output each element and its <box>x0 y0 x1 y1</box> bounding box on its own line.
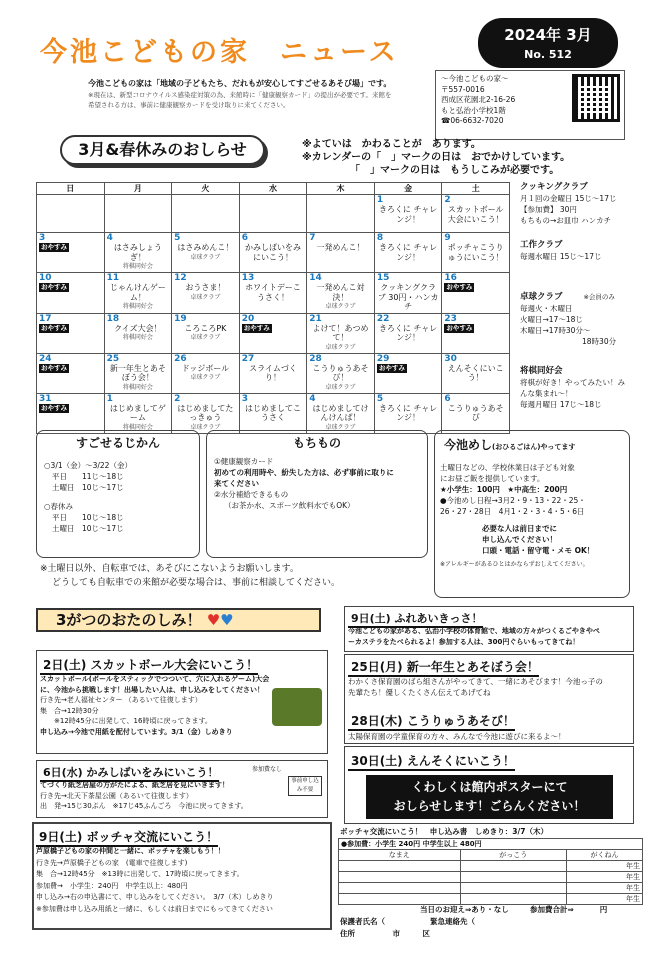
qr-code-icon <box>572 74 620 122</box>
day-number: 29 <box>376 353 390 364</box>
club-tag: 将棋同好会 <box>122 263 153 270</box>
day-event: スライムづくり！ <box>249 363 297 382</box>
form-col: がくねん <box>566 850 642 861</box>
day-event: じゃんけんゲーム！ <box>109 283 166 302</box>
lunch-line: にお昼ご飯を提供しています。 <box>440 474 545 483</box>
event-28-title: 28日(木) こうりゅうあそび！ <box>348 712 515 731</box>
club-shogi <box>520 366 655 410</box>
day-number: 1 <box>376 195 384 205</box>
poster-line: くわしくは館内ポスターにて <box>411 780 568 794</box>
club-tag: 将棋同好会 <box>122 423 153 431</box>
event-line: 出 発→15じ30ぷん ※17じ45ふんごろ 今池に戻ってきます。 <box>40 802 248 810</box>
day-event: スカットボール大会にいこう！ <box>447 205 504 224</box>
day-event: 一発めんこ対決！ <box>316 283 365 302</box>
day-number: 14 <box>309 273 322 283</box>
form-address[interactable]: 住所 市 区 <box>340 929 430 938</box>
event-line: スカットボール(ボールをスティックでつついて、穴に入れるゲーム)大会に、今池から挑戦します！出場したい人は、申し込みをしてください！ <box>40 675 270 694</box>
day-event: はじめましてけんけんぱ！ <box>312 403 369 422</box>
hours-line: 平日 10じ～18じ <box>52 513 124 522</box>
event-9b-title: 9日(土) ふれあいきっさ！ <box>348 610 483 628</box>
day-number: 19 <box>174 313 187 324</box>
poster-line: おしらせします！ごらんください！ <box>393 799 586 813</box>
event-30-title: 30日(土) えんそくにいこう！ <box>348 752 515 771</box>
day-event: 一発めんこ！ <box>316 243 365 252</box>
calendar-day <box>104 313 172 353</box>
calendar-day <box>239 393 307 433</box>
lunch-line: 申し込んでください！ <box>482 535 557 544</box>
club-detail: 将棋が好き！やってみたい！み <box>520 378 625 387</box>
form-grade-field[interactable]: 年生 <box>566 894 642 905</box>
day-number: 31 <box>39 393 52 404</box>
hours-period: ○3/1（金）～3/22（金） <box>44 461 132 470</box>
day-event: 新一年生とあそぼう会！ <box>109 363 166 382</box>
calendar-day <box>442 233 510 273</box>
form-name-field[interactable] <box>339 883 461 894</box>
day-number: 22 <box>376 313 390 324</box>
notice-line: ※カレンダーの「 」マークの日は おでかけしています。 <box>302 152 571 163</box>
belongings-line: 来てください <box>214 479 259 488</box>
event-line: ーカステラをたべられるよ！参加する人は、300円ぐらいもってきてね！ <box>348 637 580 646</box>
heart-icon: ♥ <box>220 611 234 629</box>
calendar-day <box>374 273 442 314</box>
calendar-day <box>37 273 105 314</box>
lunch-line: 口頭・電話・留守電・メモ OK！ <box>482 546 595 555</box>
weekday-header: 木 <box>307 183 375 195</box>
form-yen: 円 <box>599 905 608 914</box>
event-28-text: 太陽保育園の学童保育の方々、みんなで今池に遊びに来るよ～！ <box>348 732 566 741</box>
club-craft <box>520 240 655 262</box>
section-title: 3月&春休みのおしらせ <box>60 135 265 165</box>
form-col: がっこう <box>460 850 566 861</box>
day-number: 3 <box>241 393 248 404</box>
day-number: 24 <box>39 353 52 364</box>
event-2-title: 2日(土) スカットボール大会にいこう！ <box>40 656 258 675</box>
lunch-line: 26・27・28日 4月1・2・3・4・5・6日 <box>440 507 585 516</box>
bike-line: ※土曜日以外、自転車では、あそびにこないようお願いします。 <box>40 564 299 574</box>
closed-badge: おやすみ <box>41 243 67 251</box>
calendar-day <box>374 393 442 433</box>
event-line: てづくり紙芝居屋の方がたによる、紙芝居を見にいきます！ <box>40 781 229 789</box>
event-line: 集 合→12時30分 <box>40 706 99 715</box>
bike-line: どうしても自転車での来館が必要な場合は、事前に相談してください。 <box>52 578 341 588</box>
form-name-field[interactable] <box>339 894 461 905</box>
skatball-image-icon <box>272 688 322 726</box>
day-number: 16 <box>444 273 457 283</box>
calendar-day <box>37 233 105 273</box>
calendar-day <box>104 195 172 233</box>
club-name: クッキングクラブ <box>520 182 588 192</box>
day-event: こうりゅうあそび <box>447 403 504 422</box>
bike-notice <box>40 562 340 590</box>
day-number: 12 <box>174 273 187 283</box>
day-event: クッキングクラブ 30円・ハンカチ <box>377 283 439 311</box>
lunch-line: ※アレルギーがあるひとはかならずおしえてください。 <box>440 561 589 568</box>
day-number: 25 <box>106 353 120 364</box>
lunch-text <box>440 462 628 570</box>
event-2-text <box>40 674 270 737</box>
event-9b-text <box>348 626 630 647</box>
club-name: 卓球クラブ <box>520 292 563 302</box>
belongings-title: もちもの <box>292 436 341 450</box>
form-name-field[interactable] <box>339 861 461 872</box>
day-number: 17 <box>39 313 52 324</box>
intro-text <box>88 78 428 110</box>
notice-line: ※よていは かわることが あります。 <box>302 139 481 150</box>
lunch-title-main: 今池めし <box>444 438 493 452</box>
weekday-header: 土 <box>442 183 510 195</box>
calendar-day <box>239 273 307 314</box>
form-emergency[interactable]: 緊急連絡先（ <box>430 917 475 926</box>
day-number: 23 <box>444 313 457 324</box>
banner-text: 3がつのおたのしみ！ <box>56 611 202 629</box>
form-total-label: 参加費合計⇒ <box>530 905 574 914</box>
day-event: はさみしょうぎ！ <box>113 243 162 262</box>
closed-badge: おやすみ <box>41 323 67 332</box>
belongings-line: ①健康観察カード <box>214 457 274 466</box>
hours-line: 土曜日 10じ～17じ <box>52 483 124 492</box>
club-detail: 火曜日→17～18じ <box>520 315 583 324</box>
day-number: 21 <box>309 313 322 324</box>
calendar-day <box>374 195 442 233</box>
intro-note: 希望される方は、事前に健康観察カードを受け取りに来てください。 <box>88 101 290 109</box>
weekday-header: 金 <box>374 183 442 195</box>
event-9-text <box>36 846 328 915</box>
event-line: 行き先→芦原橋子どもの家 (電車で往復します) <box>36 858 188 867</box>
club-detail: 木曜日→17時30分～ <box>520 326 591 335</box>
calendar-day <box>307 273 375 314</box>
club-note: ※会員のみ <box>583 293 615 301</box>
poster-notice <box>366 775 613 819</box>
club-tag: 将棋同好会 <box>122 334 153 341</box>
form-fee: ●参加費：小学生 240円 中学生以上 480円 <box>339 839 643 850</box>
form-school-field[interactable] <box>460 861 566 872</box>
calendar-day <box>37 313 105 353</box>
day-number: 11 <box>106 273 120 283</box>
day-event: はさみめんこ！ <box>177 243 234 252</box>
hours-title: すごせるじかん <box>75 436 160 450</box>
calendar-day <box>307 393 375 433</box>
event-line: ※参加費は申し込み用紙と一緒に、もしくは前日までにもってきてください <box>36 904 273 913</box>
club-name: 工作クラブ <box>520 240 563 250</box>
issue-number: No. 512 <box>524 48 572 61</box>
day-event: きろくに チャレンジ！ <box>378 205 438 224</box>
day-event: きろくに チャレンジ！ <box>378 243 438 262</box>
event-line: 行き先→老人福祉センター （あるいて往復します） <box>40 696 202 704</box>
closed-badge: おやすみ <box>446 283 473 291</box>
no-signup-stamp: 事前申し込み不要 <box>288 776 322 796</box>
day-number: 10 <box>39 273 52 283</box>
form-school-field[interactable] <box>460 883 566 894</box>
weekday-header: 水 <box>239 183 307 195</box>
calendar-day <box>442 313 510 353</box>
calendar-day <box>239 233 307 273</box>
event-6-note: 参加費なし <box>252 766 283 773</box>
day-event: おうさま！ <box>185 283 226 292</box>
calendar-day <box>307 313 375 353</box>
day-number: 2 <box>174 393 181 404</box>
lunch-line: 土曜日などの、学校休業日は子ども対象 <box>440 463 575 472</box>
closed-badge: おやすみ <box>446 323 473 332</box>
issue-date: 2024年 3月 <box>504 26 592 44</box>
belongings-line: ②水分補給できるもの <box>214 490 289 499</box>
day-number: 28 <box>309 353 322 364</box>
club-tag: 卓球クラブ <box>190 374 221 381</box>
address-zip: 〒557-0016 <box>441 84 485 94</box>
event-line: ※12時45分に出発して、16時頃に戻ってきます。 <box>54 717 212 725</box>
form-title: ボッチャ交流にいこう！ 申し込み書 しめきり：3/7（木） <box>340 827 548 836</box>
day-event: きろくに チャレンジ！ <box>378 403 438 422</box>
calendar-day <box>442 195 510 233</box>
day-event: ドッジボール <box>181 363 230 373</box>
form-school-field[interactable] <box>460 872 566 883</box>
form-guardian[interactable]: 保護者氏名（ <box>340 917 385 926</box>
day-event: クイズ大会！ <box>114 323 162 333</box>
club-tag: 将棋同好会 <box>122 303 153 310</box>
hours-line: 平日 11じ～18じ <box>52 472 124 481</box>
event-line: 先輩たち！優しくたくさん伝えてあげてね <box>348 688 491 697</box>
event-line: 集 合→12時45分 ※13時に出発して、17時頃に戻ってきます。 <box>36 870 244 878</box>
event-25-text <box>348 676 630 698</box>
calendar-day <box>104 273 172 314</box>
day-number: 3 <box>39 233 46 243</box>
club-tag: 卓球クラブ <box>325 423 356 431</box>
day-event: ポッチャこうりゅうにいこう！ <box>447 243 504 262</box>
day-number: 4 <box>309 393 316 404</box>
calendar-day <box>442 273 510 314</box>
signup-form <box>338 838 643 905</box>
form-grade-field[interactable]: 年生 <box>566 883 642 894</box>
event-line: 参加費→ 小学生：240円 中学生以上：480円 <box>36 881 188 890</box>
calendar-day <box>172 273 240 314</box>
club-pingpong <box>520 292 655 347</box>
club-cooking <box>520 182 655 226</box>
day-number: 2 <box>444 195 451 205</box>
calendar-day <box>37 353 105 393</box>
calendar <box>36 182 510 434</box>
day-event: はじめましてこうさく <box>244 403 301 422</box>
calendar-day <box>172 233 240 273</box>
calendar-day <box>307 233 375 273</box>
belongings-line: 初めての利用時や、紛失した方は、必ず事前に取りに <box>214 468 394 477</box>
calendar-day <box>104 353 172 393</box>
form-school-field[interactable] <box>460 894 566 905</box>
club-detail: 18時30分 <box>582 337 617 346</box>
day-number: 6 <box>444 393 451 404</box>
calendar-day <box>442 353 510 393</box>
day-event: ころころPK <box>184 323 227 333</box>
day-event: えんそくにいこう！ <box>447 363 504 382</box>
address-line: もと弘治小学校1階 <box>441 105 506 115</box>
club-tag: 卓球クラブ <box>190 423 221 431</box>
form-total[interactable] <box>530 904 607 915</box>
calendar-day <box>374 313 442 353</box>
calendar-day <box>239 353 307 393</box>
hours-text <box>44 460 132 534</box>
club-tag: 卓球クラブ <box>190 334 221 341</box>
form-name-field[interactable] <box>339 872 461 883</box>
calendar-day <box>37 195 105 233</box>
club-name: 将棋同好会 <box>520 366 563 376</box>
event-line: わかくさ保育園のばら組さんがやってきて、一緒にあそびます！今池っ子の <box>348 677 603 686</box>
calendar-day <box>172 313 240 353</box>
intro-line: 今池こどもの家は「地域の子どもたち、だれもが安心してすごせるあそび場」です。 <box>88 79 392 88</box>
calendar-day <box>239 195 307 233</box>
calendar-day <box>172 195 240 233</box>
lunch-line: 必要な人は前日までに <box>482 524 557 533</box>
issue-badge <box>478 18 618 68</box>
club-detail: 毎週水曜日 15じ～17じ <box>520 252 602 261</box>
day-number: 9 <box>444 233 451 243</box>
day-number: 1 <box>106 393 113 404</box>
day-number: 4 <box>106 233 113 243</box>
closed-badge: おやすみ <box>41 283 67 291</box>
club-tag: 卓球クラブ <box>325 343 356 351</box>
club-tag: 卓球クラブ <box>190 253 221 261</box>
form-col: なまえ <box>339 850 461 861</box>
address-name: ～今池こどもの家～ <box>441 74 509 83</box>
closed-badge: おやすみ <box>41 363 67 372</box>
belongings-line: （お茶か水、スポーツ飲料水でもOK） <box>224 501 355 510</box>
calendar-day <box>374 353 442 393</box>
club-detail: 【参加費】 30円 <box>520 205 577 214</box>
calendar-day <box>374 233 442 273</box>
events-banner <box>36 608 321 632</box>
lunch-title-sub: (おひるごはん)やってます <box>492 443 576 451</box>
event-line: 今池こどもの家がある、弘治小学校の体育館で、地域の方々がつくるごやきやぺ <box>348 627 600 635</box>
form-grade-field[interactable]: 年生 <box>566 872 642 883</box>
event-line: 申し込み→今池で用紙を配付しています。3/1（金）しめきり <box>40 727 233 736</box>
address-line: 西成区花園北2-16-26 <box>441 95 516 104</box>
weekday-header: 月 <box>104 183 172 195</box>
day-event: ホワイトデーこうさく！ <box>245 283 301 302</box>
day-number: 27 <box>241 353 255 364</box>
belongings-text <box>214 456 422 511</box>
calendar-day <box>37 393 105 433</box>
page-title: 今池こどもの家 ニュース <box>40 37 399 68</box>
notice-line: 「 」マークの日は もうしこみが必要です。 <box>350 165 560 176</box>
event-25-title: 25日(月) 新一年生とあそぼう会！ <box>348 658 539 677</box>
calendar-notice <box>302 138 570 177</box>
form-pickup[interactable]: 当日のお迎え⇒あり・なし <box>420 905 509 914</box>
calendar-day <box>442 393 510 433</box>
calendar-day <box>172 393 240 433</box>
day-event: はじめましてたっきゅう <box>177 403 234 422</box>
calendar-day <box>104 233 172 273</box>
lunch-line: ★小学生：100円 ★中高生：200円 <box>440 485 568 494</box>
event-line: 芦原橋子どもの家の仲間と一緒に、ボッチャを楽しもう！！ <box>36 847 225 855</box>
event-9-title: 9日(土) ボッチャ交流にいこう！ <box>36 828 218 847</box>
day-event: こうりゅうあそび！ <box>312 363 369 382</box>
intro-note: ※現在は、新型コロナウイルス感染症対策の為、来館時に「健康観察カード」の提出が必要です。来館を <box>88 91 392 99</box>
lunch-line: ●今池めし日程→3月2・9・13・22・25・ <box>440 496 586 505</box>
club-detail: 毎週月曜日 17じ～18じ <box>520 400 602 409</box>
calendar-day <box>104 393 172 433</box>
calendar-day <box>307 353 375 393</box>
day-number: 18 <box>106 313 120 324</box>
club-detail: もちもの→お皿巾 ハンカチ <box>520 216 612 225</box>
event-line: 申し込み→右の申込書にて、申し込みをしてください。 3/7（木）しめきり <box>36 893 274 901</box>
day-event: よけて！あつめて！ <box>312 323 369 342</box>
closed-badge: おやすみ <box>243 323 270 332</box>
club-tag: 卓球クラブ <box>325 383 356 391</box>
club-tag: 卓球クラブ <box>325 303 356 310</box>
club-tag: 卓球クラブ <box>190 293 221 301</box>
hours-period: ○春休み <box>44 502 74 511</box>
day-number: 6 <box>241 233 248 243</box>
club-detail: んな集まれ～！ <box>520 389 573 398</box>
day-number: 30 <box>444 353 457 364</box>
day-number: 5 <box>376 393 384 404</box>
event-6-text <box>40 780 290 812</box>
lunch-title <box>444 436 575 453</box>
club-detail: 毎週火・木曜日 <box>520 304 573 313</box>
closed-badge: おやすみ <box>378 363 405 372</box>
calendar-day <box>172 353 240 393</box>
club-tag: 将棋同好会 <box>122 383 153 391</box>
closed-badge: おやすみ <box>41 403 67 412</box>
day-number: 8 <box>376 233 384 243</box>
address-tel: ☎06-6632-7020 <box>441 116 504 125</box>
day-number: 5 <box>174 233 181 243</box>
calendar-day <box>239 313 307 353</box>
day-number: 13 <box>241 273 255 283</box>
hours-line: 土曜日 10じ～17じ <box>52 524 124 533</box>
heart-icon: ♥ <box>206 611 221 629</box>
form-grade-field[interactable]: 年生 <box>566 861 642 872</box>
day-number: 7 <box>309 233 316 243</box>
day-number: 20 <box>241 313 255 324</box>
calendar-day <box>307 195 375 233</box>
day-event: はじめましてゲーム <box>109 403 166 422</box>
day-event: きろくに チャレンジ！ <box>378 323 438 342</box>
weekday-header: 日 <box>37 183 105 195</box>
club-detail: 月１回の金曜日 15じ～17じ <box>520 194 617 203</box>
weekday-header: 火 <box>172 183 240 195</box>
day-number: 26 <box>174 353 187 364</box>
day-event: かみしばいをみにいこう！ <box>244 243 301 262</box>
event-6-title: 6日(水) かみしばいをみにいこう！ <box>40 764 219 782</box>
day-number: 15 <box>376 273 390 283</box>
event-line: 行き先→北天下茶屋公園（あるいて往復します） <box>40 791 193 800</box>
